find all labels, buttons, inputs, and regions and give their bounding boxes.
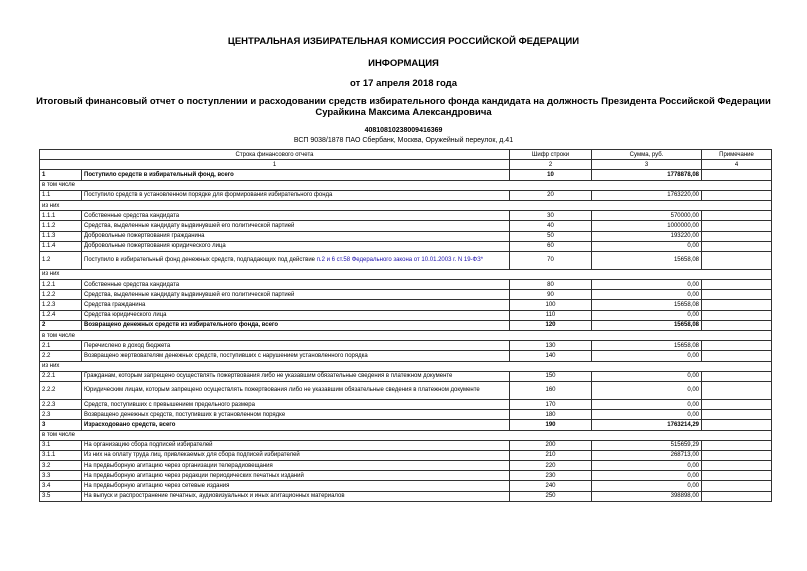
header-num-3: 3 [592,160,702,170]
row-note [702,471,772,481]
row-description-text: Средства, выделенные кандидату выдвинувшей его политической партией [84,291,295,298]
subheader-label: в том числе [40,331,82,341]
empty-cell [592,361,702,371]
empty-cell [702,180,772,190]
row-number: 1.2.3 [40,300,82,310]
row-description-text: На организацию сбора подписей избирателей [84,442,213,449]
row-code: 110 [510,310,592,320]
row-number: 1.1.2 [40,221,82,231]
row-description-text: Гражданам, которым запрещено осуществлять пожертвования либо не указавшим обязательные сведения в платежном документе [84,373,453,380]
row-number: 2.2.1 [40,371,82,381]
row-sum: 1763220,00 [592,190,702,200]
row-number: 2.2.3 [40,399,82,409]
row-description-text: Средств, поступивших с превышением предельного размера [84,401,255,408]
row-code: 160 [510,381,592,399]
row-code: 120 [510,320,592,330]
row-description [82,481,510,491]
row-note [702,399,772,409]
empty-cell [82,180,510,190]
row-note [702,280,772,290]
row-description-text: Добровольные пожертвования юридического лица [84,243,226,250]
row-description-text: На выпуск и распространение печатных, аудиовизуальных и иных агитационных материалов [84,493,345,500]
row-note [702,221,772,231]
row-note [702,481,772,491]
header-num-1: 1 [40,160,510,170]
organization-title: ЦЕНТРАЛЬНАЯ ИЗБИРАТЕЛЬНАЯ КОМИССИЯ РОССИЙСКОЙ ФЕДЕРАЦИИ [227,36,580,47]
row-code: 90 [510,290,592,300]
row-note [702,320,772,330]
empty-cell [510,180,592,190]
law-reference-link[interactable]: п.2 и 6 ст.58 Федерального закона от 10.01.2003 г. N 19-ФЗ* [316,257,484,264]
row-description [82,420,510,430]
table-row [40,371,772,381]
row-note [702,231,772,241]
empty-cell [702,269,772,279]
row-note [702,211,772,221]
row-description [82,221,510,231]
header-num-4: 4 [702,160,772,170]
report-table-body [40,150,772,502]
table-row [40,290,772,300]
table-row [40,461,772,471]
row-note [702,300,772,310]
row-description-text: Средства гражданина [84,302,146,309]
empty-cell [510,430,592,440]
row-note [702,241,772,251]
row-sum: 15658,08 [592,251,702,269]
row-description [82,231,510,241]
empty-cell [82,200,510,210]
subheader-label: из них [40,200,82,210]
row-description [82,461,510,471]
row-note [702,290,772,300]
table-row [40,241,772,251]
table-subheader-row [40,269,772,279]
empty-cell [82,331,510,341]
row-description [82,371,510,381]
row-description [82,410,510,420]
row-description [82,381,510,399]
table-row [40,231,772,241]
empty-cell [82,430,510,440]
row-description-text: Возвращено жертвователям денежных средств, поступивших с нарушением установленного порядка [84,352,368,359]
row-sum: 0,00 [592,371,702,381]
row-number: 2.2 [40,351,82,361]
row-number: 2.2.2 [40,381,82,399]
row-code: 220 [510,461,592,471]
subheader-label: из них [40,269,82,279]
table-row [40,280,772,290]
row-number: 3 [40,420,82,430]
document-type: ИНФОРМАЦИЯ [368,58,439,69]
table-row [40,420,772,430]
row-note [702,310,772,320]
row-description-text: Поступило в избирательный фонд денежных средств, подпадающих под действие [84,257,317,264]
table-row [40,300,772,310]
bank-info: ВСП 9038/1878 ПАО Сбербанк, Москва, Оружейный переулок, д.41 [293,137,514,144]
row-code: 250 [510,491,592,501]
row-sum: 15658,08 [592,341,702,351]
row-description [82,341,510,351]
row-code: 140 [510,351,592,361]
row-number: 1.1.4 [40,241,82,251]
row-description [82,471,510,481]
row-note [702,190,772,200]
row-code: 180 [510,410,592,420]
row-code: 70 [510,251,592,269]
row-code: 30 [510,211,592,221]
row-description [82,290,510,300]
table-row [40,310,772,320]
row-description-text: Израсходовано средств, всего [84,421,176,428]
row-description-text: Поступило средств в установленном порядке для формирования избирательного фонда [84,192,333,199]
row-description-text: Собственные средства кандидата [84,212,180,219]
table-subheader-row [40,180,772,190]
table-row [40,341,772,351]
empty-cell [702,331,772,341]
table-row [40,351,772,361]
row-sum: 1000000,00 [592,221,702,231]
row-note [702,251,772,269]
row-sum: 0,00 [592,310,702,320]
table-row [40,481,772,491]
empty-cell [702,430,772,440]
row-number: 1.1.3 [40,231,82,241]
row-description [82,170,510,180]
empty-cell [510,331,592,341]
row-description-text: На предвыборную агитацию через организации телерадиовещания [84,462,273,469]
row-note [702,170,772,180]
table-subheader-row [40,331,772,341]
row-description [82,241,510,251]
row-code: 150 [510,371,592,381]
row-note [702,420,772,430]
row-number: 2.3 [40,410,82,420]
row-sum: 268713,00 [592,450,702,460]
row-number: 3.5 [40,491,82,501]
row-sum: 0,00 [592,280,702,290]
row-code: 100 [510,300,592,310]
table-subheader-row [40,200,772,210]
row-description [82,280,510,290]
empty-cell [592,269,702,279]
row-note [702,341,772,351]
row-number: 1.2.1 [40,280,82,290]
table-row [40,221,772,231]
report-title [0,96,807,118]
row-sum: 15658,08 [592,300,702,310]
row-sum: 0,00 [592,410,702,420]
row-note [702,381,772,399]
row-code: 190 [510,420,592,430]
header-cell-sum: Сумма, руб. [592,150,702,160]
row-description-text: Поступило средств в избирательный фонд, всего [84,171,234,178]
row-sum: 193220,00 [592,231,702,241]
row-note [702,410,772,420]
table-row [40,251,772,269]
row-number: 1.2.2 [40,290,82,300]
row-description [82,450,510,460]
row-description-text: Возвращено денежных средств, поступивших в установленном порядке [84,411,286,418]
row-description [82,310,510,320]
table-row [40,211,772,221]
row-number: 3.1.1 [40,450,82,460]
row-sum: 0,00 [592,381,702,399]
report-title-line2: Сурайкина Максима Александровича [315,107,492,118]
row-description [82,440,510,450]
row-sum: 0,00 [592,351,702,361]
row-description [82,351,510,361]
row-description-text: На предвыборную агитацию через сетевые издания [84,483,230,490]
row-description-text: Из них на оплату труда лиц, привлекаемых для сбора подписей избирателей [84,452,300,459]
row-code: 230 [510,471,592,481]
row-number: 3.1 [40,440,82,450]
row-description-text: На предвыборную агитацию через редакции периодических печатных изданий [84,472,304,479]
empty-cell [592,430,702,440]
row-note [702,351,772,361]
row-description-text: Добровольные пожертвования гражданина [84,233,205,240]
row-description [82,190,510,200]
row-code: 50 [510,231,592,241]
subheader-label: в том числе [40,430,82,440]
row-number: 1.1.1 [40,211,82,221]
table-row [40,190,772,200]
header-num-2: 2 [510,160,592,170]
subheader-label: в том числе [40,180,82,190]
row-number: 1.2.4 [40,310,82,320]
row-sum: 570000,00 [592,211,702,221]
row-number: 2.1 [40,341,82,351]
header-cell-code: Шифр строки [510,150,592,160]
row-sum: 15658,08 [592,320,702,330]
row-note [702,461,772,471]
row-description [82,491,510,501]
row-note [702,440,772,450]
empty-cell [510,269,592,279]
row-number: 3.4 [40,481,82,491]
row-sum: 1763214,29 [592,420,702,430]
empty-cell [592,200,702,210]
row-description [82,251,510,269]
empty-cell [702,361,772,371]
row-code: 240 [510,481,592,491]
table-header-numbers-row [40,160,772,170]
report-title-line1: Итоговый финансовый отчет о поступлении и расходовании средств избирательного фонда кандидата на должность Президента Российской Федерации [36,96,771,107]
row-description [82,300,510,310]
table-row [40,381,772,399]
row-number: 3.3 [40,471,82,481]
row-number: 1.2 [40,251,82,269]
empty-cell [592,180,702,190]
row-description-text: Возвращено денежных средств из избирательного фонда, всего [84,322,278,329]
row-sum: 0,00 [592,241,702,251]
row-note [702,450,772,460]
empty-cell [510,361,592,371]
row-code: 60 [510,241,592,251]
row-code: 170 [510,399,592,409]
table-row [40,170,772,180]
table-header-row [40,150,772,160]
table-row [40,450,772,460]
empty-cell [702,200,772,210]
empty-cell [82,269,510,279]
row-description [82,211,510,221]
row-description-text: Средства юридического лица [84,312,167,319]
row-sum: 0,00 [592,461,702,471]
header-cell-note: Примечание [702,150,772,160]
table-row [40,471,772,481]
row-code: 40 [510,221,592,231]
row-sum: 0,00 [592,399,702,409]
row-description-text: Перечислено в доход бюджета [84,342,171,349]
row-sum: 0,00 [592,481,702,491]
row-code: 10 [510,170,592,180]
account-number: 40810810238009416369 [364,127,443,134]
row-number: 1 [40,170,82,180]
header-cell-line: Строка финансового отчета [40,150,510,160]
table-subheader-row [40,361,772,371]
row-sum: 1778878,08 [592,170,702,180]
row-number: 3.2 [40,461,82,471]
table-row [40,440,772,450]
table-subheader-row [40,430,772,440]
row-note [702,371,772,381]
table-row [40,320,772,330]
row-sum: 398898,00 [592,491,702,501]
empty-cell [592,331,702,341]
empty-cell [510,200,592,210]
row-code: 20 [510,190,592,200]
table-row [40,410,772,420]
row-number: 1.1 [40,190,82,200]
row-number: 2 [40,320,82,330]
row-sum: 0,00 [592,290,702,300]
financial-report-table [39,149,772,502]
row-code: 130 [510,341,592,351]
row-sum: 0,00 [592,471,702,481]
row-description-text: Средства, выделенные кандидату выдвинувшей его политической партией [84,222,295,229]
row-note [702,491,772,501]
document-date: от 17 апреля 2018 года [350,78,457,89]
row-description [82,399,510,409]
row-code: 200 [510,440,592,450]
empty-cell [82,361,510,371]
row-description-text: Юридическим лицам, которым запрещено осуществлять пожертвования либо не указавшим обязательные сведения в платежном документе [84,387,480,394]
row-sum: 515659,29 [592,440,702,450]
table-row [40,399,772,409]
table-row [40,491,772,501]
row-code: 80 [510,280,592,290]
subheader-label: из них [40,361,82,371]
row-description-text: Собственные средства кандидата [84,281,180,288]
row-code: 210 [510,450,592,460]
row-description [82,320,510,330]
